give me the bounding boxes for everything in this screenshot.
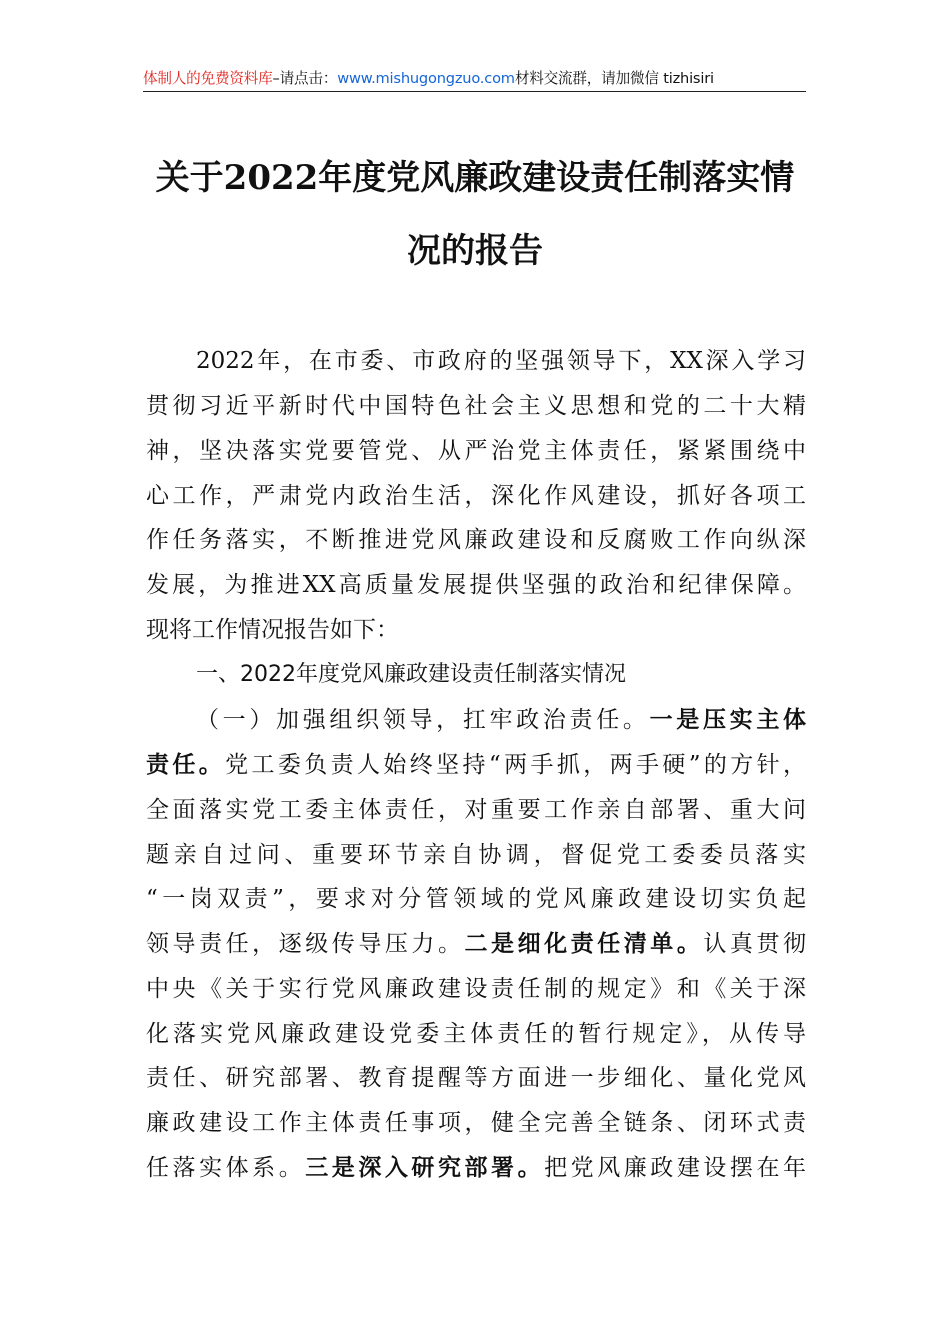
body-text: 任落实体系。: [146, 1155, 306, 1181]
body-text: 认真贯彻: [703, 931, 807, 957]
header-link[interactable]: www.mishugongzuo.com: [337, 70, 515, 87]
body-text: 把党风廉政建设摆在年: [544, 1155, 807, 1181]
bold-point: 一是压实主体: [649, 706, 807, 733]
intro-line: 现将工作情况报告如下：: [146, 617, 399, 643]
body-line: [146, 1148, 806, 1188]
body-line: 全面落实党工委主体责任，对重要工作亲自部署、重大问: [146, 797, 806, 823]
site-name: 体制人的免费资料库: [143, 70, 273, 87]
intro-line: 贯彻习近平新时代中国特色社会主义思想和党的二十大精: [146, 393, 806, 419]
body-line: 化落实党风廉政建设党委主体责任的暂行规定》，从传导: [146, 1021, 806, 1047]
section-heading: 一、2022年度党风廉政建设责任制落实情况: [196, 662, 626, 687]
document-title-line-1: 关于2022年度党风廉政建设责任制落实情: [155, 158, 795, 198]
body-line: 题亲自过问、重要环节亲自协调，督促党工委委员落实: [146, 842, 806, 868]
bold-point: 二是细化责任清单。: [464, 930, 704, 957]
subsection-heading: （一）加强组织领导，扛牢政治责任。: [196, 707, 650, 733]
intro-line: 心工作，严肃党内政治生活，深化作风建设，抓好各项工: [146, 483, 806, 509]
header-prompt: –请点击：: [272, 70, 338, 87]
intro-line: 神，坚决落实党要管党、从严治党主体责任，紧紧围绕中: [146, 438, 806, 464]
body-line: “一岗双责”，要求对分管领域的党风廉政建设切实负起: [146, 886, 806, 912]
body-line: 责任、研究部署、教育提醒等方面进一步细化、量化党风: [146, 1065, 806, 1091]
intro-line: 发展，为推进XX高质量发展提供坚强的政治和纪律保障。: [146, 572, 806, 598]
page-header: [143, 69, 806, 92]
body-line: [196, 700, 806, 740]
body-line: 廉政建设工作主体责任事项，健全完善全链条、闭环式责: [146, 1110, 806, 1136]
document-title-line-2: 况的报告: [407, 231, 543, 271]
header-contact: 材料交流群，请加微信 tizhisiri: [514, 70, 714, 87]
bold-point: 责任。: [146, 751, 226, 778]
body-line: [146, 924, 806, 964]
intro-line: 2022年，在市委、市政府的坚强领导下，XX深入学习: [196, 348, 806, 374]
bold-point: 三是深入研究部署。: [305, 1154, 545, 1181]
body-line: 中央《关于实行党风廉政建设责任制的规定》和《关于深: [146, 976, 806, 1002]
body-text: 党工委负责人始终坚持“两手抓，两手硬”的方针，: [225, 752, 806, 778]
body-text: 领导责任，逐级传导压力。: [146, 931, 465, 957]
body-line: [146, 745, 806, 785]
intro-line: 作任务落实，不断推进党风廉政建设和反腐败工作向纵深: [146, 527, 806, 553]
